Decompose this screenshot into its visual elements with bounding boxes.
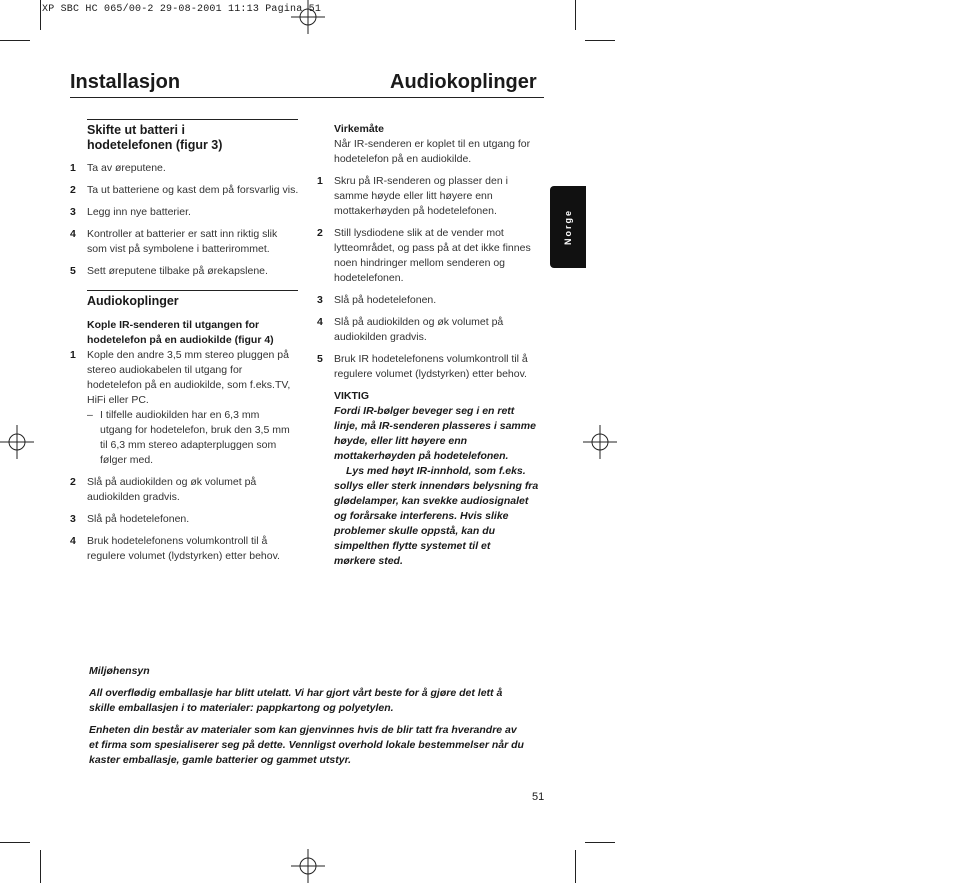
step-text: Bruk IR hodetelefonens volumkontroll til å xyxy=(334,353,528,365)
list-item xyxy=(70,475,300,505)
environment-line: Enheten din består av materialer som kan gjenvinnes hvis de blir tatt fra hverandre av xyxy=(89,724,517,736)
list-item xyxy=(317,174,547,219)
step-text: Kontroller at batterier er satt inn riktig slik xyxy=(87,228,278,240)
crop-mark xyxy=(40,850,41,883)
list-item xyxy=(70,512,300,527)
step-text: Bruk hodetelefonens volumkontroll til å xyxy=(87,534,268,547)
crop-mark xyxy=(0,842,30,843)
step-text: mottakerhøyden på hodetelefonen. xyxy=(334,205,497,217)
subsection-title-line: Kople IR-senderen til utgangen for xyxy=(87,318,260,331)
step-text: som vist på symbolene i batterirommet. xyxy=(87,243,270,255)
step-text: Slå på hodetelefonen. xyxy=(87,512,190,525)
viktig-line: høyde, eller litt høyere enn xyxy=(334,435,468,447)
step-text: lytteområdet, og pass på at det ikke finnes xyxy=(334,242,531,254)
registration-mark-top xyxy=(291,0,325,34)
crop-mark xyxy=(585,842,615,843)
dash-mark: – xyxy=(87,408,93,421)
step-number: 3 xyxy=(317,294,323,306)
step-number: 4 xyxy=(70,228,76,240)
environment-paragraph-1 xyxy=(89,686,545,716)
step-text: noen hindringer mellom senderen og xyxy=(334,257,506,269)
list-item xyxy=(317,226,547,286)
step-text: Sett øreputene tilbake på ørekapslene. xyxy=(87,265,268,277)
crop-mark xyxy=(585,40,615,41)
environment-paragraph-2 xyxy=(89,723,545,768)
subsection-title-line: hodetelefon på en audiokilde (figur 4) xyxy=(87,333,274,346)
step-text: hodetelefon på en audiokilde, som f.eks.TV, xyxy=(87,378,291,391)
step-text: Skru på IR-senderen og plasser den i xyxy=(334,175,508,187)
list-item xyxy=(70,183,300,198)
step-text: Ta av øreputene. xyxy=(87,162,166,174)
section-title-battery xyxy=(87,123,300,152)
step-text: regulere volumet (lydstyrken) etter behov. xyxy=(334,368,527,380)
section-rule xyxy=(87,290,298,291)
viktig-line: linje, må IR-senderen plasseres i samme xyxy=(334,420,536,432)
step-number: 5 xyxy=(317,353,323,365)
step-text: hodetelefonen. xyxy=(334,272,404,284)
viktig-line: simpelthen flytte systemet til et xyxy=(334,540,491,552)
viktig-line: mottakerhøyden på hodetelefonen. xyxy=(334,450,509,462)
viktig-line: glødelamper, kan svekke audiosignalet xyxy=(334,495,529,507)
step-number: 3 xyxy=(70,206,76,218)
registration-mark-right xyxy=(583,425,617,459)
step-number: 2 xyxy=(317,227,323,239)
step-number: 1 xyxy=(317,175,323,187)
dash-text: til 6,3 mm stereo adapterpluggen som xyxy=(100,438,277,451)
list-item xyxy=(317,293,547,308)
step-text: stereo audiokabelen til utgang for xyxy=(87,363,243,376)
viktig-line: mørkere sted. xyxy=(334,555,403,567)
step-number: 1 xyxy=(70,162,76,174)
viktig-line: Fordi IR-bølger beveger seg i en rett xyxy=(334,405,515,417)
subsection-title xyxy=(87,318,300,348)
list-item xyxy=(70,205,300,220)
printer-slug: XP SBC HC 065/00-2 29-08-2001 11:13 Pagina 51 xyxy=(42,4,322,15)
virkemate-text xyxy=(334,137,547,167)
virkemate-title: Virkemåte xyxy=(334,123,385,135)
crop-mark xyxy=(40,0,41,30)
step-text: samme høyde eller litt høyere enn xyxy=(334,190,493,202)
registration-mark-bottom xyxy=(291,849,325,883)
section-rule xyxy=(87,119,298,120)
language-tab-label: Norge xyxy=(563,208,573,246)
dash-text: utgang for hodetelefon, bruk den 3,5 mm xyxy=(100,423,290,436)
crop-mark xyxy=(575,0,576,30)
viktig-line: Lys med høyt IR-innhold, som f.eks. xyxy=(346,465,526,477)
step-number: 4 xyxy=(317,316,323,328)
viktig-title: VIKTIG xyxy=(334,390,370,402)
list-item xyxy=(317,315,547,345)
environment-line: kaster emballasje, gamle batterier og gammet utstyr. xyxy=(89,754,352,766)
step-text: Still lysdiodene slik at de vender mot xyxy=(334,227,504,239)
step-number: 1 xyxy=(70,348,76,361)
right-column xyxy=(317,122,547,569)
crop-mark xyxy=(575,850,576,883)
environment-line: et firma som spesialiserer seg på dette. Vennligst overhold lokale bestemmelser når du xyxy=(89,739,524,751)
step-text: audiokilden gradvis. xyxy=(87,490,180,503)
step-text: Ta ut batteriene og kast dem på forsvarlig vis. xyxy=(87,184,299,196)
crop-mark xyxy=(0,40,30,41)
step-text: Slå på hodetelefonen. xyxy=(334,294,437,306)
list-item xyxy=(317,352,547,382)
step-text: Kople den andre 3,5 mm stereo pluggen på xyxy=(87,348,289,361)
viktig-line: sollys eller sterk innendørs belysning fra xyxy=(334,480,539,492)
viktig-line: og forårsake interferens. Hvis slike xyxy=(334,510,509,522)
step-number: 5 xyxy=(70,265,76,277)
list-item xyxy=(70,227,300,257)
dash-text: følger med. xyxy=(100,453,154,466)
environment-line: All overflødig emballasje har blitt utelatt. Vi har gjort vårt beste for å gjøre det lett å xyxy=(89,687,503,699)
list-item xyxy=(70,264,300,279)
virkemate-line: Når IR-senderen er koplet til en utgang for xyxy=(334,138,531,150)
page-title-left: Installasjon xyxy=(70,71,181,93)
page-title-right: Audiokoplinger xyxy=(390,71,537,93)
header-rule xyxy=(70,97,544,98)
step-number: 3 xyxy=(70,512,76,525)
step-text: Slå på audiokilden og øk volumet på xyxy=(334,316,504,328)
list-item xyxy=(70,161,300,176)
step-number: 2 xyxy=(70,475,76,488)
list-item xyxy=(70,348,300,408)
environment-title: Miljøhensyn xyxy=(89,665,150,677)
step-text: Slå på audiokilden og øk volumet på xyxy=(87,475,257,488)
step-text: regulere volumet (lydstyrken) etter behov. xyxy=(87,549,280,562)
environment-line: skille emballasjen i to materialer: pappkartong og polyetylen. xyxy=(89,702,394,714)
step-text: audiokilden gradvis. xyxy=(334,331,427,343)
viktig-text xyxy=(334,404,547,569)
step-text: Legg inn nye batterier. xyxy=(87,206,191,218)
virkemate-line: hodetelefon på en audiokilde. xyxy=(334,153,472,165)
section-title-line: Skifte ut batteri i xyxy=(87,123,185,137)
viktig-line: problemer skulle oppstå, kan du xyxy=(334,525,496,537)
list-item xyxy=(70,534,300,564)
registration-mark-left xyxy=(0,425,34,459)
step-number: 4 xyxy=(70,534,76,547)
page-number: 51 xyxy=(532,791,545,803)
section-title-audio: Audiokoplinger xyxy=(87,294,179,308)
dash-text: I tilfelle audiokilden har en 6,3 mm xyxy=(100,408,260,421)
dash-note xyxy=(70,408,300,468)
language-tab xyxy=(550,186,586,268)
left-column xyxy=(70,119,300,564)
step-text: HiFi eller PC. xyxy=(87,393,149,406)
step-number: 2 xyxy=(70,184,76,196)
section-title-line: hodetelefonen (figur 3) xyxy=(87,137,223,152)
